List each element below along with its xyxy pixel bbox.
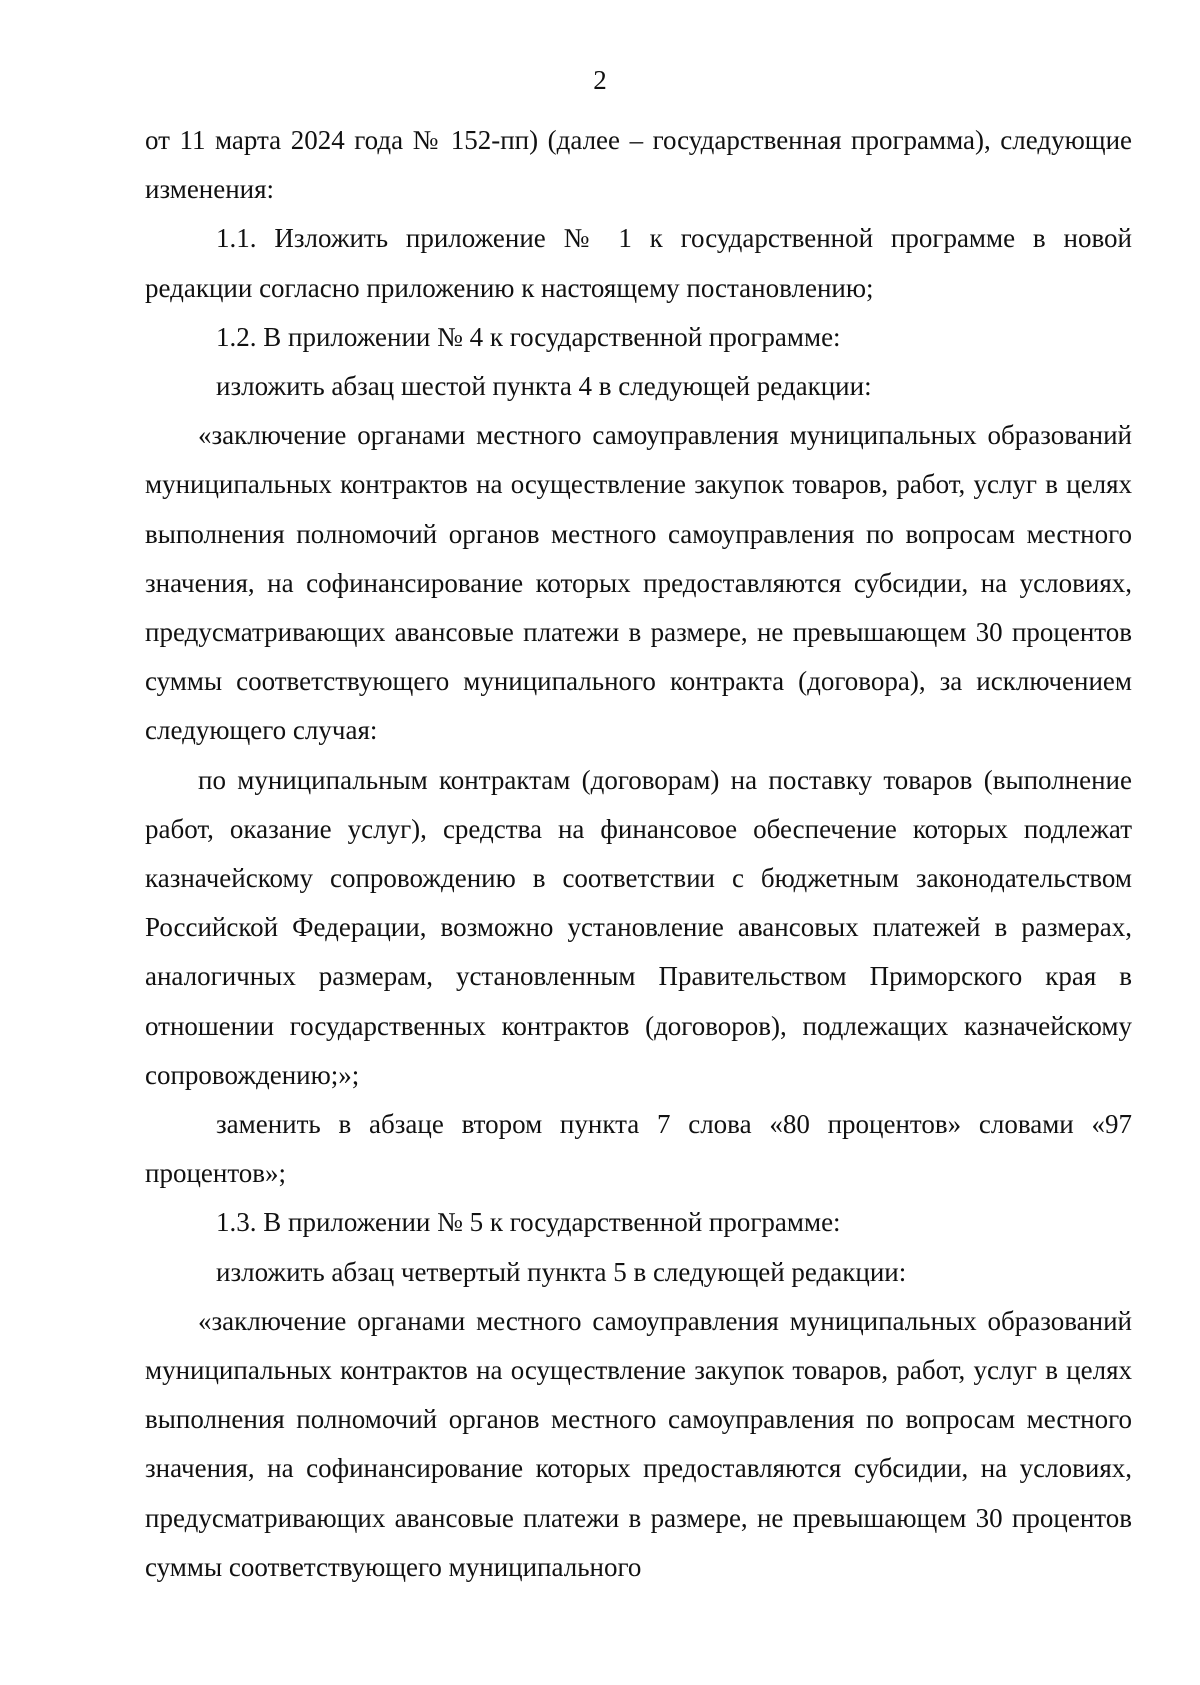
paragraph-quoted-conclusion-2: «заключение органами местного самоуправления муниципальных образований муниципальных контрактов на осуществление закупок товаров, работ, услуг в целях выполнения полномочий органов местного самоуправления по вопросам местного значения, на софинансирование которых предоставляются субсидии, на условиях, предусматривающих авансовые платежи в размере, не превышающем 30 процентов суммы соответствующего муниципального: [145, 1305, 1132, 1582]
paragraph-item-1-3: 1.3. В приложении № 5 к государственной программе:: [216, 1207, 841, 1238]
paragraph-quoted-exception: по муниципальным контрактам (договорам) на поставку товаров (выполнение работ, оказание услуг), средства на финансовое обеспечение которых подлежат казначейскому сопровождению в соответствии с бюджетным законодательством Российской Федерации, возможно установление авансовых платежей в размерах, аналогичных размерам, установленным Правительством Приморского края в отношении государственных контрактов (договоров), подлежащих казначейскому сопровождению;»;: [145, 764, 1132, 1090]
document-body: [145, 116, 1132, 1592]
paragraph-quoted-conclusion-1: «заключение органами местного самоуправления муниципальных образований муниципальных контрактов на осуществление закупок товаров, работ, услуг в целях выполнения полномочий органов местного самоуправления по вопросам местного значения, на софинансирование которых предоставляются субсидии, на условиях, предусматривающих авансовые платежи в размере, не превышающем 30 процентов суммы соответствующего муниципального контракта (договора), за исключением следующего случая:: [145, 420, 1132, 746]
page-number: 2: [593, 65, 607, 95]
paragraph-item-1-2: 1.2. В приложении № 4 к государственной программе:: [216, 321, 841, 352]
paragraph-instruction-point-4: изложить абзац шестой пункта 4 в следующей редакции:: [216, 371, 872, 402]
paragraph-replace-percent: заменить в абзаце втором пункта 7 слова «80 процентов» словами «97 процентов»;: [145, 1109, 1132, 1189]
paragraph-instruction-point-5: изложить абзац четвертый пункта 5 в следующей редакции:: [216, 1256, 907, 1287]
paragraph-item-1-1: 1.1. Изложить приложение № 1 к государственной программе в новой редакции согласно приложению к настоящему постановлению;: [145, 223, 1132, 303]
paragraph-continuation: от 11 марта 2024 года № 152-пп) (далее – государственная программа), следующие изменения:: [145, 125, 1132, 205]
